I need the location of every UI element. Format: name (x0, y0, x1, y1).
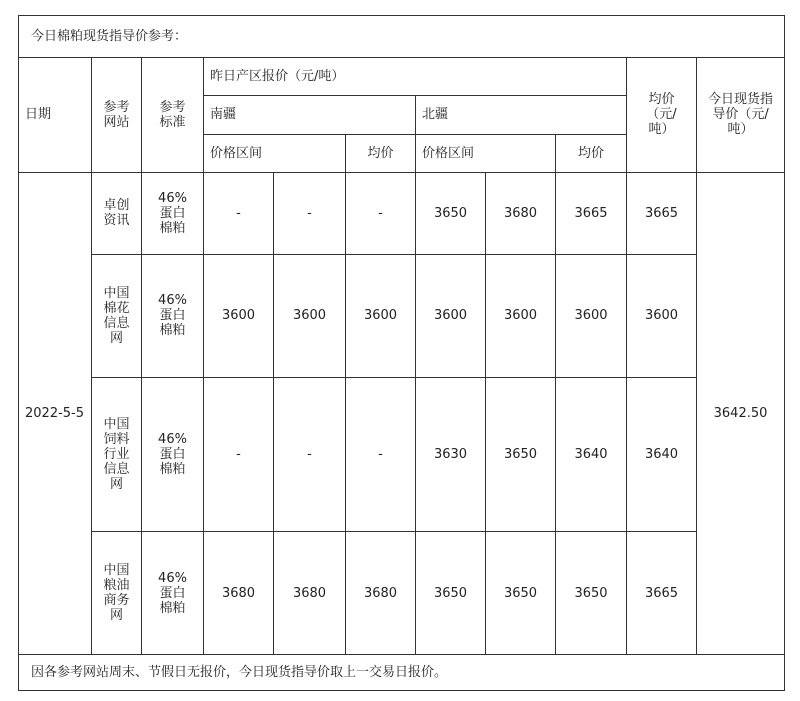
south-low-cell: 3600 (204, 255, 274, 378)
standard-cell: 46%蛋白棉粕 (142, 172, 204, 254)
south-low-cell: - (204, 377, 274, 532)
north-high-cell: 3680 (486, 172, 556, 254)
price-table (18, 15, 785, 691)
standard-cell: 46%蛋白棉粕 (142, 377, 204, 532)
header-row-1 (19, 58, 785, 96)
table-title: 今日棉粕现货指导价参考： (19, 16, 785, 58)
north-avg-cell: 3600 (556, 255, 627, 378)
header-north: 北疆 (416, 96, 627, 134)
header-north-range: 价格区间 (416, 134, 556, 172)
north-high-cell: 3650 (486, 532, 556, 655)
south-avg-cell: - (346, 172, 416, 254)
north-low-cell: 3600 (416, 255, 486, 378)
avg-cell: 3640 (627, 377, 697, 532)
avg-cell: 3600 (627, 255, 697, 378)
table-row (19, 532, 785, 655)
site-cell: 中国饲料行业信息网 (92, 377, 142, 532)
header-site: 参考网站 (92, 58, 142, 172)
south-high-cell: - (274, 172, 346, 254)
north-low-cell: 3650 (416, 532, 486, 655)
south-avg-cell: 3680 (346, 532, 416, 655)
header-north-avg: 均价 (556, 134, 627, 172)
table-row (19, 172, 785, 254)
footnote-row (19, 654, 785, 690)
avg-cell: 3665 (627, 172, 697, 254)
south-avg-cell: - (346, 377, 416, 532)
north-low-cell: 3630 (416, 377, 486, 532)
header-standard: 参考标准 (142, 58, 204, 172)
date-cell: 2022-5-5 (19, 172, 92, 654)
standard-cell: 46%蛋白棉粕 (142, 255, 204, 378)
today-price-cell: 3642.50 (697, 172, 785, 654)
footnote: 因各参考网站周末、节假日无报价，今日现货指导价取上一交易日报价。 (19, 654, 785, 690)
north-high-cell: 3600 (486, 255, 556, 378)
table-row (19, 377, 785, 532)
header-today-price: 今日现货指导价（元/吨） (697, 58, 785, 172)
table-row (19, 255, 785, 378)
south-high-cell: 3600 (274, 255, 346, 378)
avg-cell: 3665 (627, 532, 697, 655)
site-cell: 中国粮油商务网 (92, 532, 142, 655)
south-high-cell: 3680 (274, 532, 346, 655)
header-date: 日期 (19, 58, 92, 172)
south-low-cell: - (204, 172, 274, 254)
header-avg-price: 均价（元/吨） (627, 58, 697, 172)
title-row (19, 16, 785, 58)
north-avg-cell: 3650 (556, 532, 627, 655)
north-avg-cell: 3640 (556, 377, 627, 532)
south-high-cell: - (274, 377, 346, 532)
south-low-cell: 3680 (204, 532, 274, 655)
south-avg-cell: 3600 (346, 255, 416, 378)
header-south-avg: 均价 (346, 134, 416, 172)
standard-cell: 46%蛋白棉粕 (142, 532, 204, 655)
north-avg-cell: 3665 (556, 172, 627, 254)
north-low-cell: 3650 (416, 172, 486, 254)
header-south: 南疆 (204, 96, 416, 134)
site-cell: 卓创资讯 (92, 172, 142, 254)
north-high-cell: 3650 (486, 377, 556, 532)
header-south-range: 价格区间 (204, 134, 346, 172)
header-yesterday-quote: 昨日产区报价（元/吨） (204, 58, 627, 96)
site-cell: 中国棉花信息网 (92, 255, 142, 378)
